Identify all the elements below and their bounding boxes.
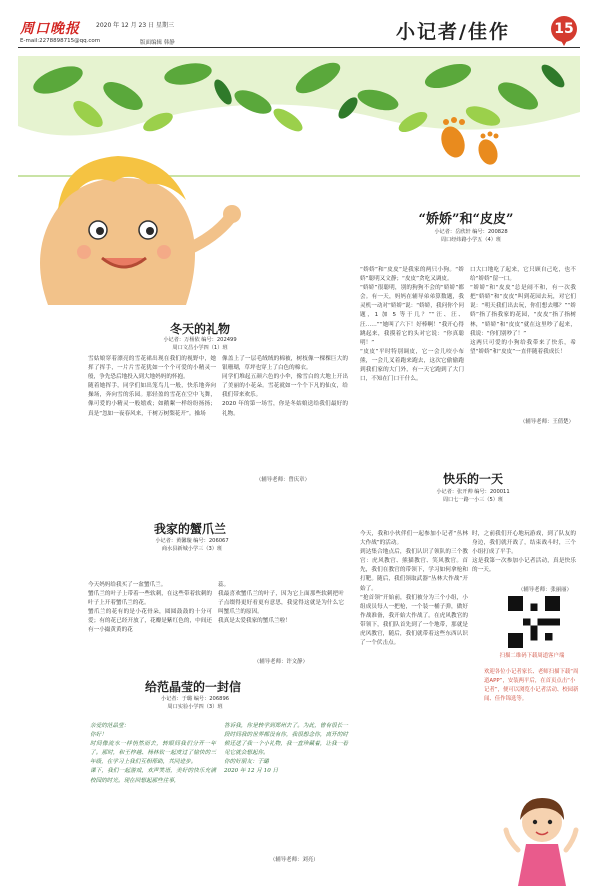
winter-gift-teacher: （辅导老师：曾庆章） bbox=[256, 477, 310, 483]
happy-day-body-col2: 时，之前我们开心地玩游戏，到了队友的身边，我们就开战了，结束战斗时，三个小组打成了平手。 这是我第一次参加小记者活动，真是快乐的一天。 bbox=[472, 531, 576, 574]
letter-body-col2: 答诉我，你是转学到郑州去了。为此，曾有很长一段时间我的世界都没有你，我很想念你，离开的时候还送了我一个小礼物，我一直珍藏着，让我一看见它就会想起你。 你的好朋友：于璐 2020 年 12 月 10 日 bbox=[224, 723, 348, 775]
page-number-badge: 15 bbox=[551, 16, 577, 42]
issue-date: 2020 年 12 月 23 日 星期三 bbox=[96, 22, 174, 29]
letter-teacher: （辅导老师：刘亮） bbox=[270, 857, 319, 863]
boy-illustration bbox=[18, 130, 250, 310]
newspaper-logo: 周口晚报 bbox=[20, 21, 80, 37]
article-title-crab-cactus: 我家的蟹爪兰 bbox=[153, 522, 226, 536]
byline-crab-cactus: 小记者：黄馨璇 编号：206067 商水县新城小学三（3）班 bbox=[155, 538, 229, 552]
article-title-winter-gift: 冬天的礼物 bbox=[169, 322, 230, 336]
article-title-letter: 给范晶莹的一封信 bbox=[144, 680, 241, 694]
byline-letter: 小记者：于璐 编号：206896 周口实验小学四（3）班 bbox=[160, 696, 230, 710]
crab-cactus-body-col1: 今天妈妈给我买了一盆蟹爪兰。 蟹爪兰的叶子上带着一些软刺，在这些带着软刺的叶子上开着蟹爪兰的花。 蟹爪兰的花有的是小花骨朵，圆圆鼓鼓的十分可爱；有的花已经开放了，花瓣是紫红色的，中间还有一小撮黄黄的花 bbox=[88, 582, 212, 634]
happy-day-body-col1: 今天，我和小伙伴们一起参加小记者“丛林大作战”的活动。 到达集合地点后，我们认识了领队的三个教官：虎风教官、熊猫教官、笑风教官。首先，我们在教官的带领下，学习如何拿枪和打靶。随后，我们领取武器“丛林大作战”开始了。 “抢首领”开始前，我们被分为三个小组，小组成员每人一把枪，一个装一桶子弹，做好作战准备，我开始大作战了。在虎风教官的带领下，我们队首先到了一个地带，那就是虎风教官，随后，我们就带着这些东西认识了一个伏击点。 bbox=[360, 531, 468, 647]
jiaojiao-teacher: （辅导老师：王倩楚） bbox=[520, 419, 574, 425]
crab-cactus-teacher: （辅导老师：许文静） bbox=[254, 659, 308, 665]
winter-gift-body-col1: 雪姑娘穿着漂亮的雪花裙出现在我们的视野中，她挥了挥手，一片片雪花犹如一个个可爱的小精灵一般，争先恐后地投入到大地妈妈的怀抱。 随着她挥手，同学们如出笼鸟儿一般，快乐地奔向操场，奔向雪的乐园。那轻盈的雪花在空中飞舞，像可爱的小精灵一般嬉戏；如鹅絮一样纷纷扬扬；真是“忽如一夜春风来，千树万树梨花开”。操场 bbox=[88, 356, 216, 417]
article-title-happy-day: 快乐的一天 bbox=[442, 472, 503, 486]
byline-happy-day: 小记者：张开帅 编号：200011 周口七一路一小三（5）班 bbox=[436, 489, 510, 503]
article-title-jiaojiao: “娇娇”和“皮皮” bbox=[418, 212, 514, 227]
section-title: 小记者/佳作 bbox=[396, 21, 510, 43]
header-divider bbox=[18, 47, 580, 48]
byline-winter-gift: 小记者：万杨依 编号：202499 周口文昌小学四（1）班 bbox=[163, 337, 237, 351]
page-editor: 版面编辑 韩静 bbox=[140, 40, 175, 46]
crab-cactus-body-col2: 蕊。 我最喜欢蟹爪兰的叶子，因为它上面那些软刺把叶子点缀得更好看更有意思，我觉得这就是为什么它叫蟹爪兰的原因。 我真是太爱我家的蟹爪兰啦！ bbox=[218, 582, 344, 625]
byline-jiaojiao: 小记者：岳欣轩 编号：200828 周口经纬路小学五（4）班 bbox=[434, 229, 508, 243]
qr-caption: 扫描二维码下载周道客户端 bbox=[499, 653, 565, 659]
letter-body-col1: 亲爱的范晶莹： 你好！ 时间像流水一样悄然而去，转眼间我们分开一年了。那时，和王梓越、杨林钦一起度过了愉快的三年级，在学习上我们互相帮助，共同进步。 课下，我们一起游戏，欢声笑语，美好的快乐充满校园的时光。现在回想起那些往事， bbox=[90, 723, 216, 784]
jiaojiao-body-col1: “娇娇”和“皮皮”是我家的两只小狗。“娇娇”聪明又文静；“皮皮”贪吃又调皮。 “娇娇”很聪明，别的狗狗不会的“娇娇”都会。有一天，妈妈在辅导弟弟算数题，我灵机一动对“娇娇”说：“娇娇，我问你个问题，1 加 5 等于几？”“汪、汪、汪……”“她叫了六下！好棒啊！”我开心得跳起来，我摸着它的头对它说：“你真聪明！” “皮皮”平时特别调皮，它一会儿咬小布熊，一会儿叉着跑来跑去，这次它偷偷跑到我们家的大门外，有一天它跑到了大门口，不知在门口干什么。 bbox=[360, 267, 464, 383]
promo-text: 欢迎各位小记者家长、老师扫描下载“周道APP”，安装两平后，在首页点击“小记者”，便可以浏览小记者活动、校园新闻、佳作锦选等。 bbox=[484, 669, 579, 702]
happy-day-teacher: （辅导老师：张丽丽） bbox=[518, 587, 572, 593]
contact-email[interactable]: E-mail:2278898715@qq.com bbox=[20, 38, 101, 44]
qr-code-icon[interactable] bbox=[508, 596, 560, 648]
girl-illustration bbox=[502, 790, 580, 890]
jiaojiao-body-col2: 口大口地吃了起来，它只顾自己吃，也不给“娇娇”留一口。 “娇娇”和“皮皮”总是闹不和，有一次我把“娇娇”和“皮皮”叫到花园去玩，对它们说：“明天我们出去玩，你们想去哪？”“娇娇”指了指我家的花园，“皮皮”指了指树林，“娇娇”和“皮皮”就在这里吵了起来，我说：“你们别吵了！” 这两只可爱的小狗给我带来了快乐，希望“娇娇”和“皮皮”一直伴随着我成长！ bbox=[470, 267, 576, 355]
winter-gift-body-col2: 像盖上了一层毛绒绒的棉被，树枝像一棵棵巨大的银珊瑚，草坪也穿上了白色的棉衣。 同学们堆起五颜六色的小伞，像雪白的大地上开出了美丽的小花朵。雪花就如一个个下凡的仙女，给我们带来欢乐。 2020 年的第一场雪，你是冬姑娘送给我们最好的礼物。 bbox=[222, 356, 348, 417]
